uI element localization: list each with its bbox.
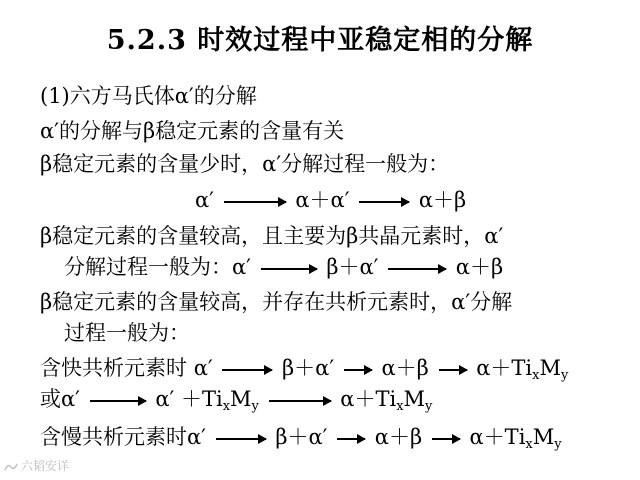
reaction-term: α＋β — [381, 356, 429, 380]
arrow-icon — [439, 369, 467, 371]
reaction-term: $\alpha+Ti_xM_y$ — [340, 387, 433, 414]
arrow-icon — [216, 438, 266, 440]
arrow-icon — [261, 268, 317, 270]
reaction-term: β＋α′ — [282, 356, 335, 380]
reaction-term: β＋α′ — [275, 425, 328, 449]
reaction-term: α＋α′ — [295, 188, 350, 212]
reaction-prefix: 含快共析元素时 — [40, 356, 187, 380]
arrow-icon — [344, 369, 372, 371]
reaction-prefix: 或 — [40, 387, 61, 411]
reaction-prefix: 含慢共析元素时 — [40, 425, 187, 449]
reaction-term: α＋β — [418, 188, 467, 212]
watermark-text: 六韬安详 — [21, 459, 70, 473]
reaction-term: α′ — [61, 387, 80, 411]
arrow-icon — [90, 400, 146, 402]
arrow-icon — [337, 438, 365, 440]
reaction-prefix: 分解过程一般为： — [64, 255, 232, 279]
reaction-or-alternative — [40, 385, 432, 421]
arrow-icon — [388, 268, 446, 270]
arrow-icon — [224, 201, 286, 203]
reaction-term: β＋α′ — [326, 255, 379, 279]
line-low-content: β稳定元素的含量少时，α′分解过程一般为： — [40, 152, 450, 176]
reaction-term: α′ — [187, 425, 206, 449]
reaction-slow-eutectoid — [40, 423, 562, 459]
reaction-term: $\alpha' +Ti_xM_y$ — [155, 387, 259, 414]
line-high-content-eutectoid: β稳定元素的含量较高，并存在共析元素时，α′分解 — [40, 290, 513, 314]
reaction-term: α＋β — [374, 425, 423, 449]
reaction-term: α′ — [232, 255, 251, 279]
arrow-icon — [269, 400, 331, 402]
reaction-eutectic — [64, 253, 503, 281]
line-decomposition-depends: α′的分解与β稳定元素的含量有关 — [40, 119, 345, 143]
line-heading-martensite: (1)六方马氏体α′的分解 — [40, 84, 257, 108]
watermark — [4, 457, 69, 474]
reaction-term: $\alpha+Ti_xM_y$ — [476, 356, 569, 383]
reaction-term: $\alpha+Ti_xM_y$ — [469, 425, 562, 452]
reaction-term: α′ — [195, 188, 214, 212]
arrow-icon — [359, 201, 409, 203]
arrow-icon — [222, 369, 272, 371]
slide-title: 5.2.3 时效过程中亚稳定相的分解 — [106, 25, 534, 56]
watermark-logo-icon — [4, 462, 18, 472]
line-process-general: 过程一般为： — [64, 321, 190, 345]
line-high-content-eutectic: β稳定元素的含量较高，且主要为β共晶元素时，α′ — [40, 224, 504, 248]
reaction-term: α＋β — [455, 255, 504, 279]
reaction-low-content — [195, 186, 466, 214]
arrow-icon — [432, 438, 460, 440]
reaction-term: α′ — [193, 356, 213, 380]
